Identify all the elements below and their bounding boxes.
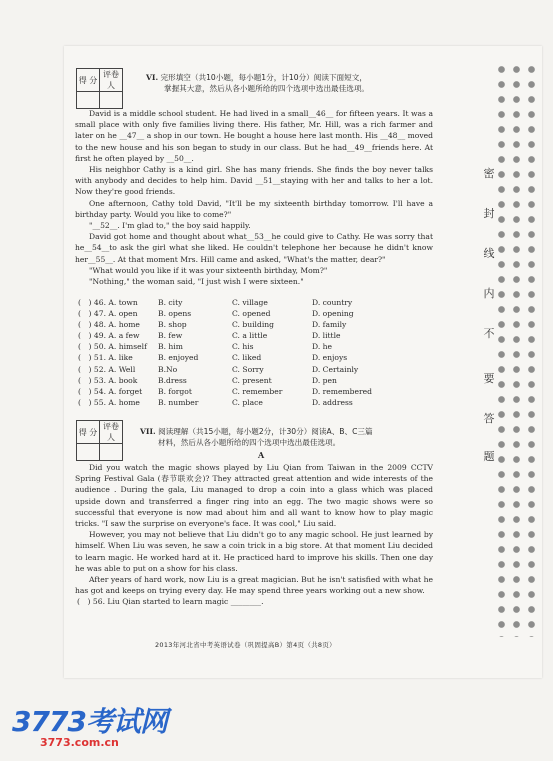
paragraph: After years of hard work, now Liu is a great magician. But he isn't satisfied with what he has got and keeps on trying every day. He may spend three years working out a new show. xyxy=(75,575,433,596)
seal-char: 要 xyxy=(483,372,495,385)
paragraph: David is a middle school student. He had lived in a small__46__ for fifteen years. It was a small place with only five families living there. His father, Mr. Hill, was a rich farmer and later on he __47__ a shop in our town. He bought a house here last month. His __48__ moved to the new house and his son began to study in our class. But he had__49__friends here. At first he often played by __50__. xyxy=(75,109,433,163)
option-row: ( ) 51. A. like B. enjoyed C. liked D. enjoys xyxy=(78,353,348,363)
option-row: ( ) 52. A. Well B.No C. Sorry D. Certainly xyxy=(78,364,359,374)
seal-char: 内 xyxy=(483,287,495,300)
dot-pattern xyxy=(494,62,539,637)
options-table xyxy=(78,297,392,408)
option-row: ( ) 48. A. home B. shop C. building D. family xyxy=(78,320,347,330)
paragraph: "What would you like if it was your sixteenth birthday, Mom?" xyxy=(89,265,328,275)
seal-char: 不 xyxy=(483,327,495,340)
seal-char: 线 xyxy=(483,247,495,260)
logo-number: 3773 xyxy=(12,705,86,738)
option-row: ( ) 46. A. town B. city C. village D. country xyxy=(78,298,353,307)
logo-text: 考试网 xyxy=(85,705,167,738)
score-box: 得 分 评卷人 xyxy=(76,420,123,461)
option-row: ( ) 53. A. book B.dress C. present D. pen xyxy=(78,375,337,385)
paragraph: David got home and thought about what__53__he could give to Cathy. He was sorry that he__54__to ask the girl what she liked. He couldn't telephone her because he didn't know her__55__. At that moment Mrs. Hill came and asked, "What's the matter, dear?" xyxy=(75,232,433,264)
score-box: 得 分 评卷人 xyxy=(76,68,123,109)
paragraph: However, you may not believe that Liu didn't go to any magic school. He just learned by himself. When Liu was seven, he saw a coin trick in a big store. At that moment Liu decided to learn magic. He worked hard at it. He practiced hard to improve his skills. Then one day he was able to put on a show for his class. xyxy=(75,530,433,573)
section-vi-title: VI. 完形填空（共10小题，每小题1分，计10分）阅读下面短文， 掌握其大意，然后从各小题所给的四个选项中选出最佳选项。 xyxy=(146,73,370,93)
watermark-logo xyxy=(12,700,167,749)
passage-vi xyxy=(75,108,433,287)
seal-char: 题 xyxy=(483,450,495,463)
option-row: ( ) 54. A. forget B. forgot C. remember D. remembered xyxy=(78,386,373,396)
option-row: ( ) 49. A. a few B. few C. a little D. little xyxy=(78,331,341,341)
passage-vii-a xyxy=(75,462,433,608)
option-row: ( ) 47. A. open B. opens C. opened D. opening xyxy=(78,309,354,319)
logo-site: 3773.com.cn xyxy=(40,736,119,749)
paragraph: His neighbor Cathy is a kind girl. She has many friends. She finds the boy never talks with anybody and decides to help him. David __51__staying with her and talks to her a lot. Now they're good friends. xyxy=(75,165,433,197)
question-56: ( ) 56. Liu Qian started to learn magic ________. xyxy=(77,597,264,607)
paragraph: Did you watch the magic shows played by Liu Qian from Taiwan in the 2009 CCTV Spring Festival Gala (春节联欢会)? They attracted great attention and wide interests of the audience . During the gala, Liu managed to drop a coin into a glass which was placed upside down and transferred a finger ring into an egg. The two magic shows were so successful that everyone is now mad about him and all want to know how to play magic tricks. "I saw the surprise on everyone's face. It was cool," Liu said. xyxy=(75,463,433,529)
section-vii-title: VII. 阅读理解（共15小题，每小题2分，计30分）阅读A、B、C三篇 材料，然后从各小题所给的四个选项中选出最佳选项。 xyxy=(140,427,373,447)
paragraph: One afternoon, Cathy told David, "It'll be my sixteenth birthday tomorrow. I'll have a birthday party. Would you like to come?" xyxy=(75,198,433,219)
paragraph: "__52__. I'm glad to," the boy said happily. xyxy=(89,221,251,231)
seal-char: 答 xyxy=(483,412,495,425)
option-row: ( ) 50. A. himself B. him C. his D. he xyxy=(78,342,333,352)
page-footer: 2013年河北省中考英语试卷（巩固提高B）第4页（共8页） xyxy=(155,641,336,649)
option-row: ( ) 55. A. home B. number C. place D. address xyxy=(78,397,353,407)
seal-char: 密 xyxy=(483,167,495,180)
seal-char: 封 xyxy=(483,207,495,220)
paragraph: "Nothing," the woman said, "I just wish I were sixteen." xyxy=(89,277,304,287)
seal-margin xyxy=(481,62,539,637)
passage-a-heading: A xyxy=(258,450,265,460)
